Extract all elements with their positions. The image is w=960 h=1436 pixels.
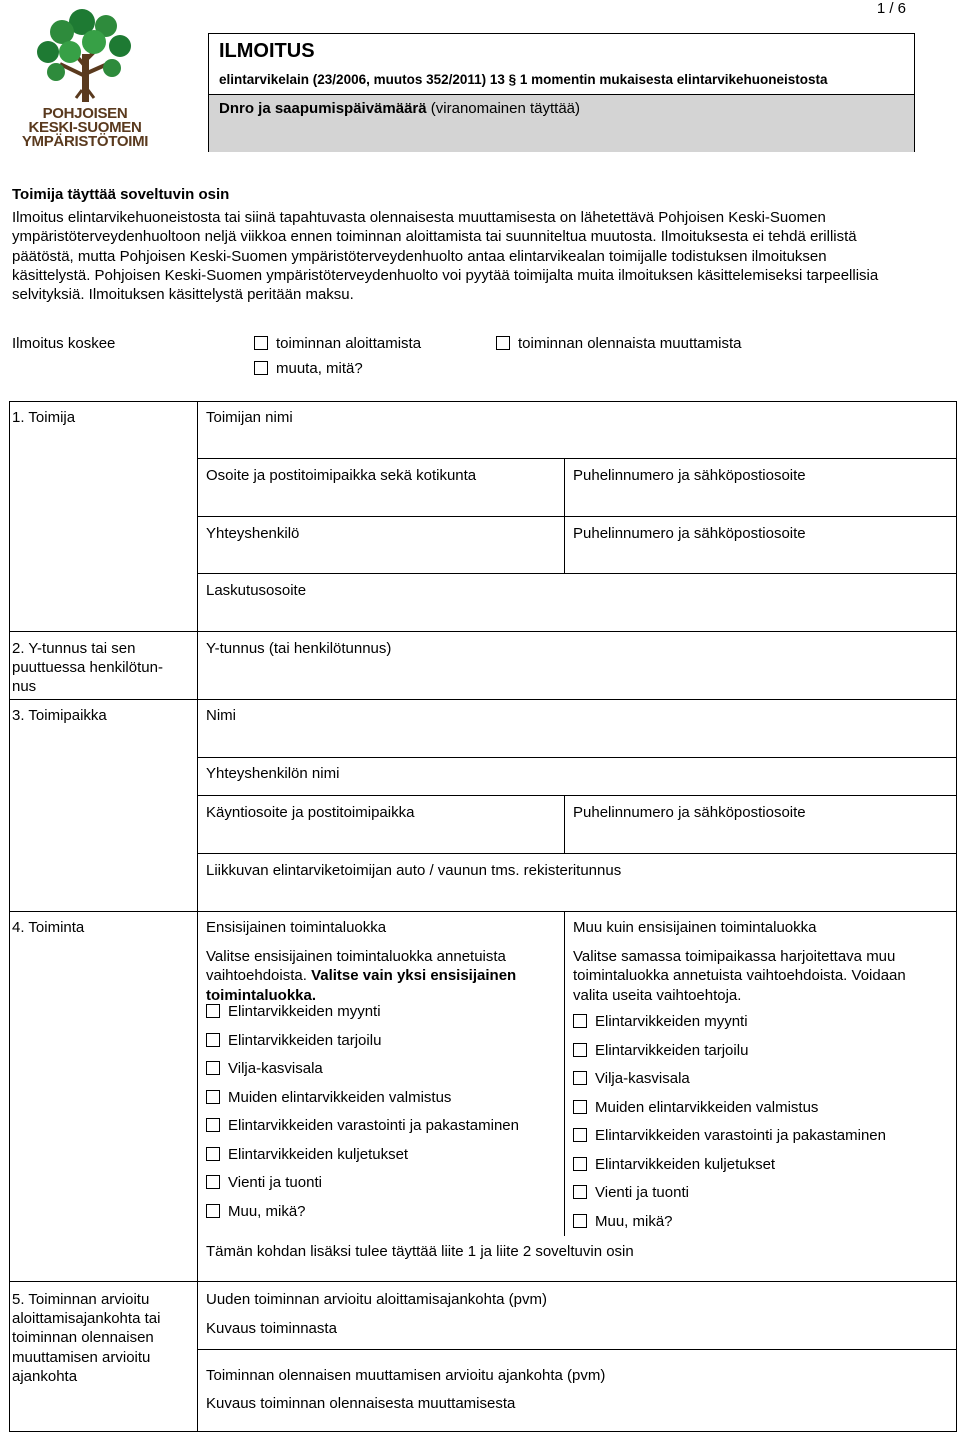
contact-person-field[interactable]: Yhteyshenkilö [206,525,300,542]
checkbox[interactable] [573,1043,587,1057]
organization-logo [20,6,150,151]
dnro-note: (viranomainen täyttää) [430,100,581,117]
checkbox[interactable] [573,1214,587,1228]
dnro-label: Dnro ja saapumispäivämäärä [219,100,427,117]
secondary-class-options [573,1008,886,1236]
premises-contact-field[interactable]: Yhteyshenkilön nimi [206,765,340,782]
secondary-option[interactable]: Elintarvikkeiden varastointi ja pakastaminen [573,1122,886,1151]
checkbox[interactable] [206,1118,220,1132]
intro-text: Ilmoitus elintarvikehuoneistosta tai siinä tapahtuvasta olennaisesta muuttamisesta on lähetettävä Pohjoisen Keski-Suomen ympäristöterveydenhuoltoon neljä viikkoa ennen toiminnan aloittamista tai suunniteltua muutosta. Ilmoituksesta ei tehdä erillistä päätöstä, mutta Pohjoisen Keski-Suomen ympäristöterveydenhuolto antaa elintarvikealan toimijalle todistuksen ilmoituksen käsittelystä. Pohjoisen Keski-Suomen ympäristöterveydenhuolto voi pyytää toimijalta muita ilmoituksen käsittelemiseksi tarpeellisia selvityksiä. Ilmoituksen käsittelystä peritään maksu. [12,209,879,304]
logo-line-1: POHJOISEN [42,105,128,122]
checkbox[interactable] [206,1147,220,1161]
secondary-option[interactable]: Elintarvikkeiden kuljetukset [573,1151,886,1180]
dnro-field[interactable] [209,94,914,152]
checkbox[interactable] [496,336,510,350]
checkbox[interactable] [206,1033,220,1047]
concerns-label: Ilmoitus koskee [12,335,116,352]
primary-class-instructions: Valitse ensisijainen toimintaluokka annetuista vaihtoehdoista. Valitse vain yksi ensisijainen toimintaluokka. [206,948,517,1004]
section-1-title: 1. Toimija [12,409,76,426]
checkbox[interactable] [573,1157,587,1171]
concerns-option-change[interactable]: toiminnan olennaista muuttamista [496,334,741,353]
visiting-address-field[interactable]: Käyntiosoite ja postitoimipaikka [206,804,415,821]
premises-phone-field[interactable]: Puhelinnumero ja sähköpostiosoite [573,804,806,821]
intro-heading: Toimija täyttää soveltuvin osin [12,186,230,203]
header-box [208,33,915,152]
secondary-option[interactable]: Elintarvikkeiden myynti [573,1008,886,1037]
activity-description-field[interactable]: Kuvaus toiminnasta [206,1320,337,1337]
checkbox[interactable] [206,1204,220,1218]
checkbox[interactable] [206,1090,220,1104]
secondary-option[interactable]: Vienti ja tuonti [573,1179,886,1208]
checkbox[interactable] [573,1071,587,1085]
logo-line-2: KESKI-SUOMEN [28,119,142,136]
page-number: 1 / 6 [876,0,906,17]
form-subtitle: elintarvikelain (23/2006, muutos 352/2011) 13 § 1 momentin mukaisesta elintarvikehuoneistosta [219,72,828,87]
section-2-title: 2. Y-tunnus tai sen puuttuessa henkilötun- nus [12,640,163,696]
tree-logo-icon [20,6,150,102]
secondary-class-heading: Muu kuin ensisijainen toimintaluokka [573,919,817,936]
primary-class-heading: Ensisijainen toimintaluokka [206,919,387,936]
logo-line-3: YMPÄRISTÖTOIMI [21,133,149,150]
primary-option[interactable]: Elintarvikkeiden kuljetukset [206,1141,519,1170]
contact-phone-field[interactable]: Puhelinnumero ja sähköpostiosoite [573,525,806,542]
change-description-field[interactable]: Kuvaus toiminnan olennaisesta muuttamisesta [206,1395,516,1412]
primary-option[interactable]: Elintarvikkeiden tarjoilu [206,1027,519,1056]
vehicle-register-field[interactable]: Liikkuvan elintarviketoimijan auto / vaunun tms. rekisteritunnus [206,862,622,879]
secondary-option[interactable]: Muiden elintarvikkeiden valmistus [573,1094,886,1123]
checkbox[interactable] [573,1128,587,1142]
checkbox[interactable] [206,1061,220,1075]
operator-name-field[interactable]: Toimijan nimi [206,409,293,426]
operator-phone-field[interactable]: Puhelinnumero ja sähköpostiosoite [573,467,806,484]
start-date-field[interactable]: Uuden toiminnan arvioitu aloittamisajankohta (pvm) [206,1291,548,1308]
form-table [9,401,957,1432]
checkbox[interactable] [573,1100,587,1114]
checkbox[interactable] [254,336,268,350]
checkbox[interactable] [573,1014,587,1028]
section-4-title: 4. Toiminta [12,919,85,936]
checkbox[interactable] [206,1004,220,1018]
primary-option[interactable]: Muu, mikä? [206,1198,519,1227]
secondary-option[interactable]: Elintarvikkeiden tarjoilu [573,1037,886,1066]
checkbox[interactable] [254,361,268,375]
business-id-field[interactable]: Y-tunnus (tai henkilötunnus) [206,640,392,657]
operator-address-field[interactable]: Osoite ja postitoimipaikka sekä kotikunta [206,467,477,484]
change-date-field[interactable]: Toiminnan olennaisen muuttamisen arvioitu ajankohta (pvm) [206,1367,606,1384]
checkbox[interactable] [206,1175,220,1189]
primary-option[interactable]: Vilja-kasvisala [206,1055,519,1084]
secondary-option[interactable]: Muu, mikä? [573,1208,886,1237]
secondary-option[interactable]: Vilja-kasvisala [573,1065,886,1094]
primary-option[interactable]: Elintarvikkeiden myynti [206,998,519,1027]
billing-address-field[interactable]: Laskutusosoite [206,582,307,599]
section-3-title: 3. Toimipaikka [12,707,107,724]
primary-option[interactable]: Elintarvikkeiden varastointi ja pakastaminen [206,1112,519,1141]
primary-class-options [206,998,519,1226]
primary-option[interactable]: Vienti ja tuonti [206,1169,519,1198]
secondary-class-instructions: Valitse samassa toimipaikassa harjoitettava muu toimintaluokka annetuista vaihtoehdoista. Voidaan valita useita vaihtoehtoja. [573,948,906,1004]
concerns-option-other[interactable]: muuta, mitä? [254,359,363,378]
concerns-option-start[interactable]: toiminnan aloittamista [254,334,421,353]
checkbox[interactable] [573,1185,587,1199]
appendix-note: Tämän kohdan lisäksi tulee täyttää liite 1 ja liite 2 soveltuvin osin [206,1243,634,1260]
form-title: ILMOITUS [219,40,315,62]
primary-option[interactable]: Muiden elintarvikkeiden valmistus [206,1084,519,1113]
section-5-title: 5. Toiminnan arvioitu aloittamisajankohta tai toiminnan olennaisen muuttamisen arvioitu ajankohta [12,1291,161,1385]
premises-name-field[interactable]: Nimi [206,707,236,724]
